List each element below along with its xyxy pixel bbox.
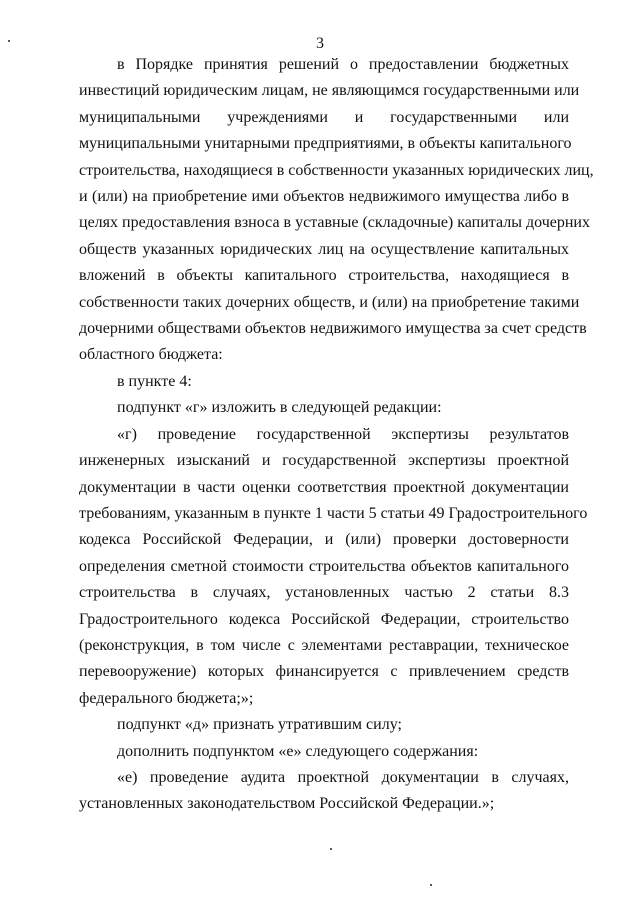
text-line: муниципальными унитарными предприятиями, в объекты капитального — [79, 135, 572, 153]
text-line: собственности таких дочерних обществ, и (или) на приобретение такими — [79, 293, 580, 311]
scan-speck — [430, 884, 432, 886]
text-line: федерального бюджета;»; — [79, 689, 254, 707]
text-line: «г) проведение государственной экспертизы результатов — [117, 425, 569, 443]
text-line: в Порядке принятия решений о предоставлении бюджетных — [117, 56, 569, 73]
text-line: определения сметной стоимости строительства объектов капитального — [79, 557, 569, 575]
text-line: строительства, находящиеся в собственности указанных юридических лиц, — [79, 161, 594, 179]
paragraph-subpoint-d: подпункт «д» признать утратившим силу; — [117, 716, 402, 734]
text-line: целях предоставления взноса в уставные (складочные) капиталы дочерних — [79, 214, 590, 232]
scan-speck — [330, 848, 332, 850]
paragraph-subpoint-e-text — [79, 765, 569, 818]
text-line: дочерними обществами объектов недвижимого имущества за счет средств — [79, 320, 587, 338]
scan-speck — [8, 40, 10, 42]
text-line: муниципальными учреждениями и государственными или — [79, 108, 569, 126]
text-line: инженерных изысканий и государственной экспертизы проектной — [79, 452, 569, 470]
page-number: 3 — [316, 35, 324, 52]
text-line: Градостроительного кодекса Российской Федерации, строительство — [79, 610, 569, 628]
paragraph-procedure — [79, 52, 594, 369]
paragraph-point-4: в пункте 4: — [117, 372, 192, 390]
text-line: «е) проведение аудита проектной документации в случаях, — [117, 768, 569, 786]
text-line: областного бюджета: — [79, 346, 223, 364]
text-line: кодекса Российской Федерации, и (или) проверки достоверности — [79, 531, 569, 549]
text-line: вложений в объекты капитального строительства, находящиеся в — [79, 267, 569, 285]
paragraph-add-subpoint-e: дополнить подпунктом «е» следующего содержания: — [117, 742, 479, 760]
text-line: установленных законодательством Российской Федерации.»; — [79, 795, 495, 813]
text-line: документации в части оценки соответствия проектной документации — [79, 478, 569, 496]
text-line: и (или) на приобретение ими объектов недвижимого имущества либо в — [79, 188, 569, 206]
text-line: инвестиций юридическим лицам, не являющимся государственными или — [79, 82, 580, 100]
paragraph-subpoint-g-intro: подпункт «г» изложить в следующей редакции: — [117, 399, 442, 417]
text-line: перевооружение) которых финансируется с привлечением средств — [79, 663, 569, 681]
text-line: (реконструкция, в том числе с элементами реставрации, техническое — [79, 636, 569, 654]
text-line: требованиям, указанным в пункте 1 части 5 статьи 49 Градостроительного — [79, 504, 588, 522]
paragraph-subpoint-g-text — [79, 422, 588, 712]
document-body — [79, 52, 594, 818]
text-line: обществ указанных юридических лиц на осуществление капитальных — [79, 240, 569, 258]
text-line: строительства в случаях, установленных частью 2 статьи 8.3 — [79, 584, 569, 602]
